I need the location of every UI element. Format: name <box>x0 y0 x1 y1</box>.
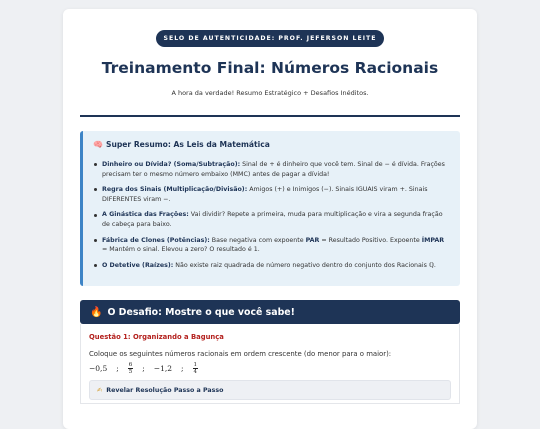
question-1 <box>80 324 460 404</box>
badge-wrap <box>80 25 460 47</box>
question-title: Questão 1: Organizando a Bagunça <box>89 333 224 342</box>
page-title: Treinamento Final: Números Racionais <box>101 59 439 77</box>
number-3: −1,2 <box>153 364 172 374</box>
summary-item-raizes: O Detetive (Raízes): Não existe raiz quadrada de número negativo dentro do conjunto dos Racionais ℚ. <box>93 261 448 271</box>
pencil-icon: ✍ <box>97 386 103 394</box>
separator: ; <box>116 364 119 374</box>
question-numbers <box>89 362 451 375</box>
summary-item-sinais: Regra dos Sinais (Multiplicação/Divisão): Amigos (+) e Inimigos (−). Sinais IGUAIS viram +. Sinais DIFERENTES viram −. <box>93 185 448 204</box>
summary-box <box>80 131 460 286</box>
summary-title: Super Resumo: As Leis da Matemática <box>105 140 270 149</box>
challenge-title: O Desafio: Mostre o que você sabe! <box>107 306 295 318</box>
brain-icon: 🧠 <box>93 140 103 149</box>
header-divider <box>80 115 460 117</box>
separator: ; <box>181 364 184 374</box>
reveal-label: Revelar Resolução Passo a Passo <box>106 386 224 394</box>
fraction-2: $\frac{1}{4}$ <box>193 362 198 376</box>
authenticity-badge: SELO DE AUTENTICIDADE: PROF. JEFERSON LEITE <box>156 30 385 47</box>
separator: ; <box>142 364 145 374</box>
content-card <box>63 9 477 429</box>
summary-title-row <box>93 140 448 149</box>
summary-item-potencias: Fábrica de Clones (Potências): Base negativa com expoente PAR = Resultado Positivo. Expoente ÍMPAR = Mantém o sinal. Elevou a zero? O resultado é 1. <box>93 236 448 255</box>
reveal-solution-button[interactable] <box>89 380 451 400</box>
summary-item-soma: Dinheiro ou Dívida? (Soma/Subtração): Sinal de + é dinheiro que você tem. Sinal de − é dívida. Frações precisam ter o mesmo número embaixo (MMC) antes de pagar a dívida! <box>93 160 448 179</box>
fraction-1: $\frac{6}{5}$ <box>128 362 133 376</box>
question-text: Coloque os seguintes números racionais em ordem crescente (do menor para o maior): <box>89 350 392 359</box>
summary-item-fracoes: A Ginástica das Frações: Vai dividir? Repete a primeira, muda para multiplicação e vira a segunda fração de cabeça para baixo. <box>93 210 448 229</box>
challenge-header <box>80 300 460 324</box>
fire-icon: 🔥 <box>90 306 103 318</box>
page-subtitle: A hora da verdade! Resumo Estratégico + Desafios Inéditos. <box>171 89 369 97</box>
summary-list <box>93 160 448 270</box>
number-1: −0,5 <box>89 364 108 374</box>
